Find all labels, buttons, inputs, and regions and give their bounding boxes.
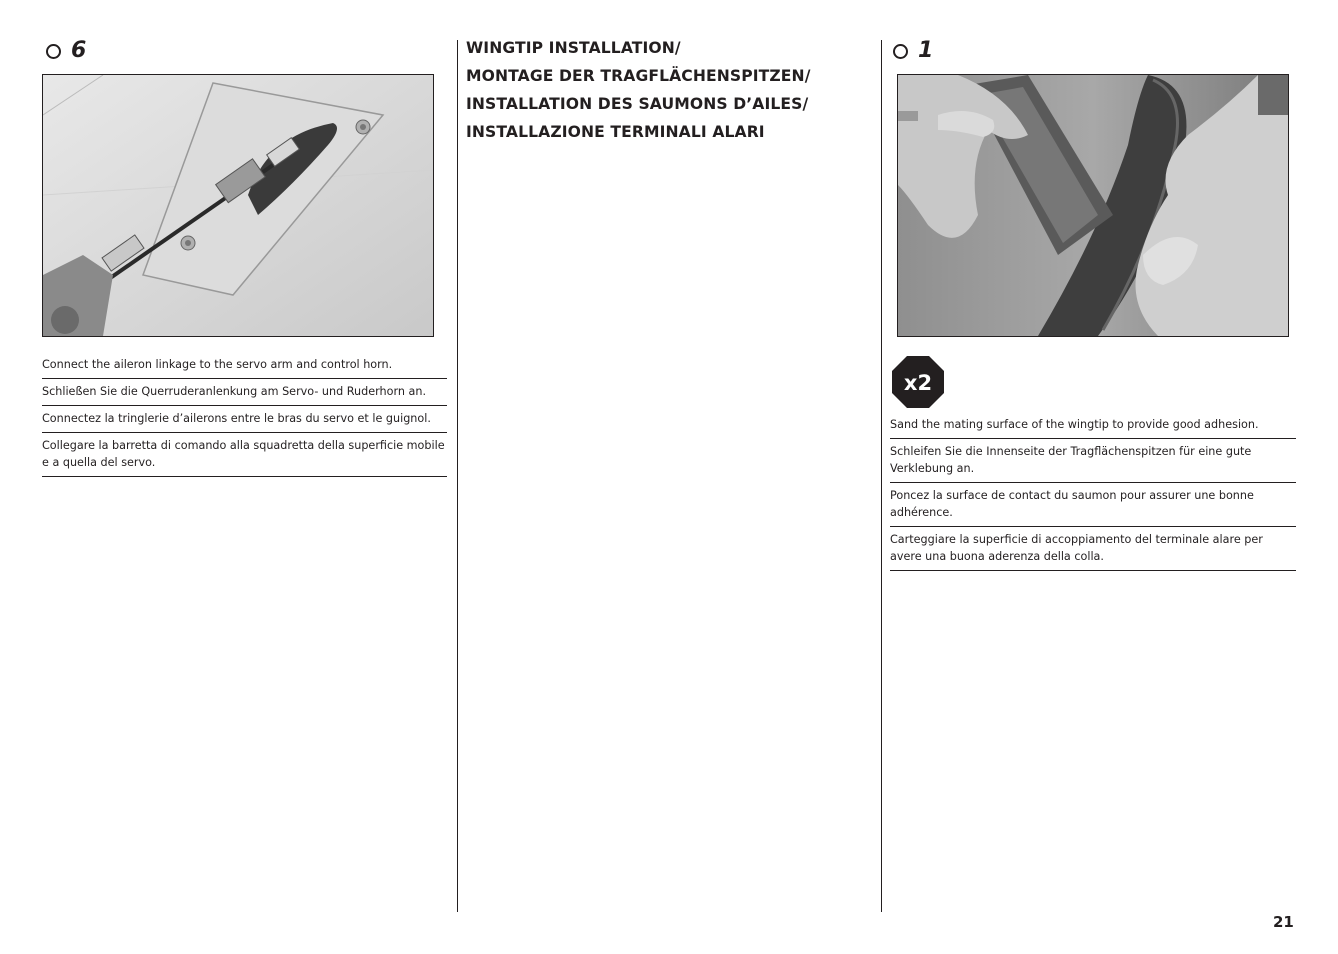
checkbox-circle-icon[interactable] (893, 44, 908, 59)
caption-de: Schließen Sie die Querruderanlenkung am Servo- und Ruderhorn an. (42, 379, 447, 406)
octagon-badge-icon (892, 356, 944, 408)
page-number: 21 (1273, 913, 1294, 931)
column-divider-right (881, 40, 882, 912)
column-divider-left (457, 40, 458, 912)
step-1-header (893, 40, 933, 62)
step-6-header (46, 40, 86, 62)
quantity-text: x2 (903, 371, 933, 395)
right-captions (890, 412, 1296, 571)
section-title (466, 34, 871, 146)
left-captions (42, 352, 447, 477)
step-number: 6 (71, 38, 87, 63)
title-line-en: WINGTIP INSTALLATION/ (466, 39, 681, 57)
caption-en: Sand the mating surface of the wingtip to provide good adhesion. (890, 412, 1296, 439)
quantity-badge (892, 356, 944, 413)
aileron-linkage-photo (42, 74, 434, 337)
caption-fr: Poncez la surface de contact du saumon pour assurer une bonne adhérence. (890, 483, 1296, 527)
sanding-wingtip-photo (897, 74, 1289, 337)
step-number: 1 (918, 38, 934, 63)
caption-fr: Connectez la tringlerie d’ailerons entre le bras du servo et le guignol. (42, 406, 447, 433)
caption-de: Schleifen Sie die Innenseite der Tragflächenspitzen für eine gute Verklebung an. (890, 439, 1296, 483)
checkbox-circle-icon[interactable] (46, 44, 61, 59)
caption-it: Collegare la barretta di comando alla squadretta della superficie mobile e a quella del servo. (42, 433, 447, 477)
caption-it: Carteggiare la superficie di accoppiamento del terminale alare per avere una buona aderenza della colla. (890, 527, 1296, 571)
caption-en: Connect the aileron linkage to the servo arm and control horn. (42, 352, 447, 379)
title-line-it: INSTALLAZIONE TERMINALI ALARI (466, 123, 765, 141)
title-line-fr: INSTALLATION DES SAUMONS D’AILES/ (466, 95, 809, 113)
title-line-de: MONTAGE DER TRAGFLÄCHENSPITZEN/ (466, 67, 811, 85)
